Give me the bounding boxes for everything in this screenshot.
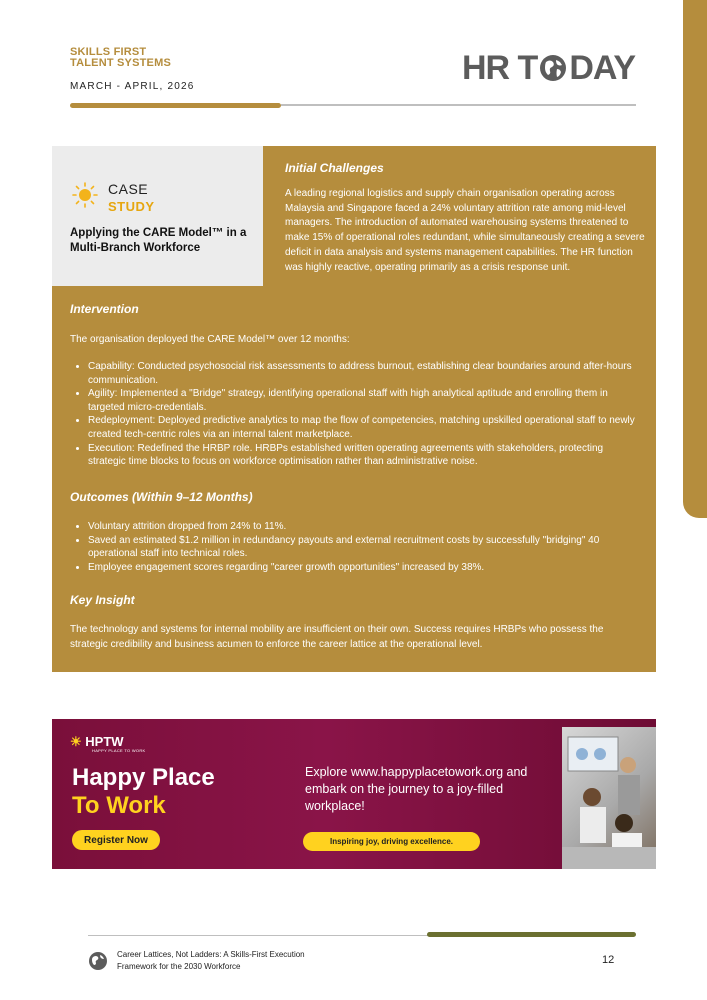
list-item: • Saved an estimated $1.2 million in redundancy payouts and external recruitment costs by successfully "bridging" 40 operational staff into technical roles. bbox=[88, 534, 610, 561]
study-label: STUDY bbox=[108, 199, 155, 214]
initial-challenges-body: A leading regional logistics and supply chain organisation operating across Malaysia and Singapore faced a 24% voluntary attrition rate among mid-level managers. The introduction of automated warehousing systems threatened to make 15% of operational roles redundant, while simultaneously creating a severe deficit in data analysis and systems management capabilities. The HR function was highly reactive, operating primarily as a crisis response unit. bbox=[285, 188, 645, 273]
sun-icon bbox=[72, 182, 98, 208]
outcomes-list bbox=[70, 520, 610, 574]
logo-text-left: HR T bbox=[462, 49, 538, 87]
footer-divider bbox=[88, 935, 428, 936]
hptw-brand-sub: HAPPY PLACE TO WORK bbox=[92, 748, 146, 753]
globe-icon bbox=[538, 53, 568, 83]
intervention-list bbox=[70, 360, 638, 469]
issue-date: MARCH - APRIL, 2026 bbox=[70, 81, 195, 92]
banner-tagline: Inspiring joy, driving excellence. bbox=[303, 832, 480, 851]
banner-headline-2: To Work bbox=[72, 792, 166, 819]
page-number: 12 bbox=[602, 954, 615, 966]
intervention-heading: Intervention bbox=[70, 302, 139, 316]
hr-today-logo bbox=[462, 48, 635, 88]
key-insight-heading: Key Insight bbox=[70, 593, 135, 607]
outcomes-heading: Outcomes (Within 9–12 Months) bbox=[70, 490, 253, 504]
case-label: CASE bbox=[108, 181, 149, 197]
list-item: • Agility: Implemented a "Bridge" strategy, identifying operational staff with high analytical aptitude and enrolling them in targeted micro-credentials. bbox=[88, 387, 638, 414]
list-item: • Voluntary attrition dropped from 24% to 11%. bbox=[88, 520, 610, 534]
key-insight-body: The technology and systems for internal mobility are insufficient on their own. Success requires HRBPs who possess the strategic credibility and business acumen to enforce the career lattice at the operational level. bbox=[70, 624, 604, 650]
banner-photo bbox=[562, 727, 656, 869]
globe-icon bbox=[88, 951, 108, 971]
side-tab bbox=[683, 0, 707, 518]
sunrise-icon: ☀ bbox=[70, 734, 82, 749]
hptw-brand: HPTW bbox=[85, 734, 124, 749]
list-item: • Redeployment: Deployed predictive analytics to map the flow of competencies, matching upskilled operational staff to newly created tech-centric roles via an internal talent marketplace. bbox=[88, 414, 638, 441]
section-title-line1: SKILLS FIRST bbox=[70, 46, 147, 58]
banner-headline-1: Happy Place bbox=[72, 764, 215, 791]
intervention-intro: The organisation deployed the CARE Model™ over 12 months: bbox=[70, 334, 350, 345]
register-now-button[interactable]: Register Now bbox=[72, 830, 160, 850]
list-item: • Employee engagement scores regarding "career growth opportunities" increased by 38%. bbox=[88, 561, 610, 575]
section-title-line2: TALENT SYSTEMS bbox=[70, 57, 171, 69]
header-divider bbox=[281, 104, 636, 106]
case-study-card bbox=[52, 146, 263, 286]
footer-title: Career Lattices, Not Ladders: A Skills-First Execution Framework for the 2030 Workforce bbox=[117, 950, 305, 971]
case-study-title: Applying the CARE Model™ in a Multi-Branch Workforce bbox=[70, 227, 247, 254]
banner-explore-text: Explore www.happyplacetowork.org and embark on the journey to a joy-filled workplace! bbox=[305, 765, 528, 813]
footer-divider-accent bbox=[427, 932, 636, 937]
list-item: • Execution: Redefined the HRBP role. HRBPs established written operating agreements with stakeholders, protecting strategic time blocks to focus on workforce optimisation rather than administrative noise. bbox=[88, 442, 638, 469]
initial-challenges-heading: Initial Challenges bbox=[285, 161, 384, 175]
publication-section-title bbox=[70, 47, 171, 69]
header-divider-accent bbox=[70, 103, 281, 108]
logo-text-right: DAY bbox=[569, 49, 635, 87]
list-item: • Capability: Conducted psychosocial risk assessments to address burnout, establishing clear boundaries around after-hours communication. bbox=[88, 360, 638, 387]
people-image bbox=[562, 727, 656, 869]
